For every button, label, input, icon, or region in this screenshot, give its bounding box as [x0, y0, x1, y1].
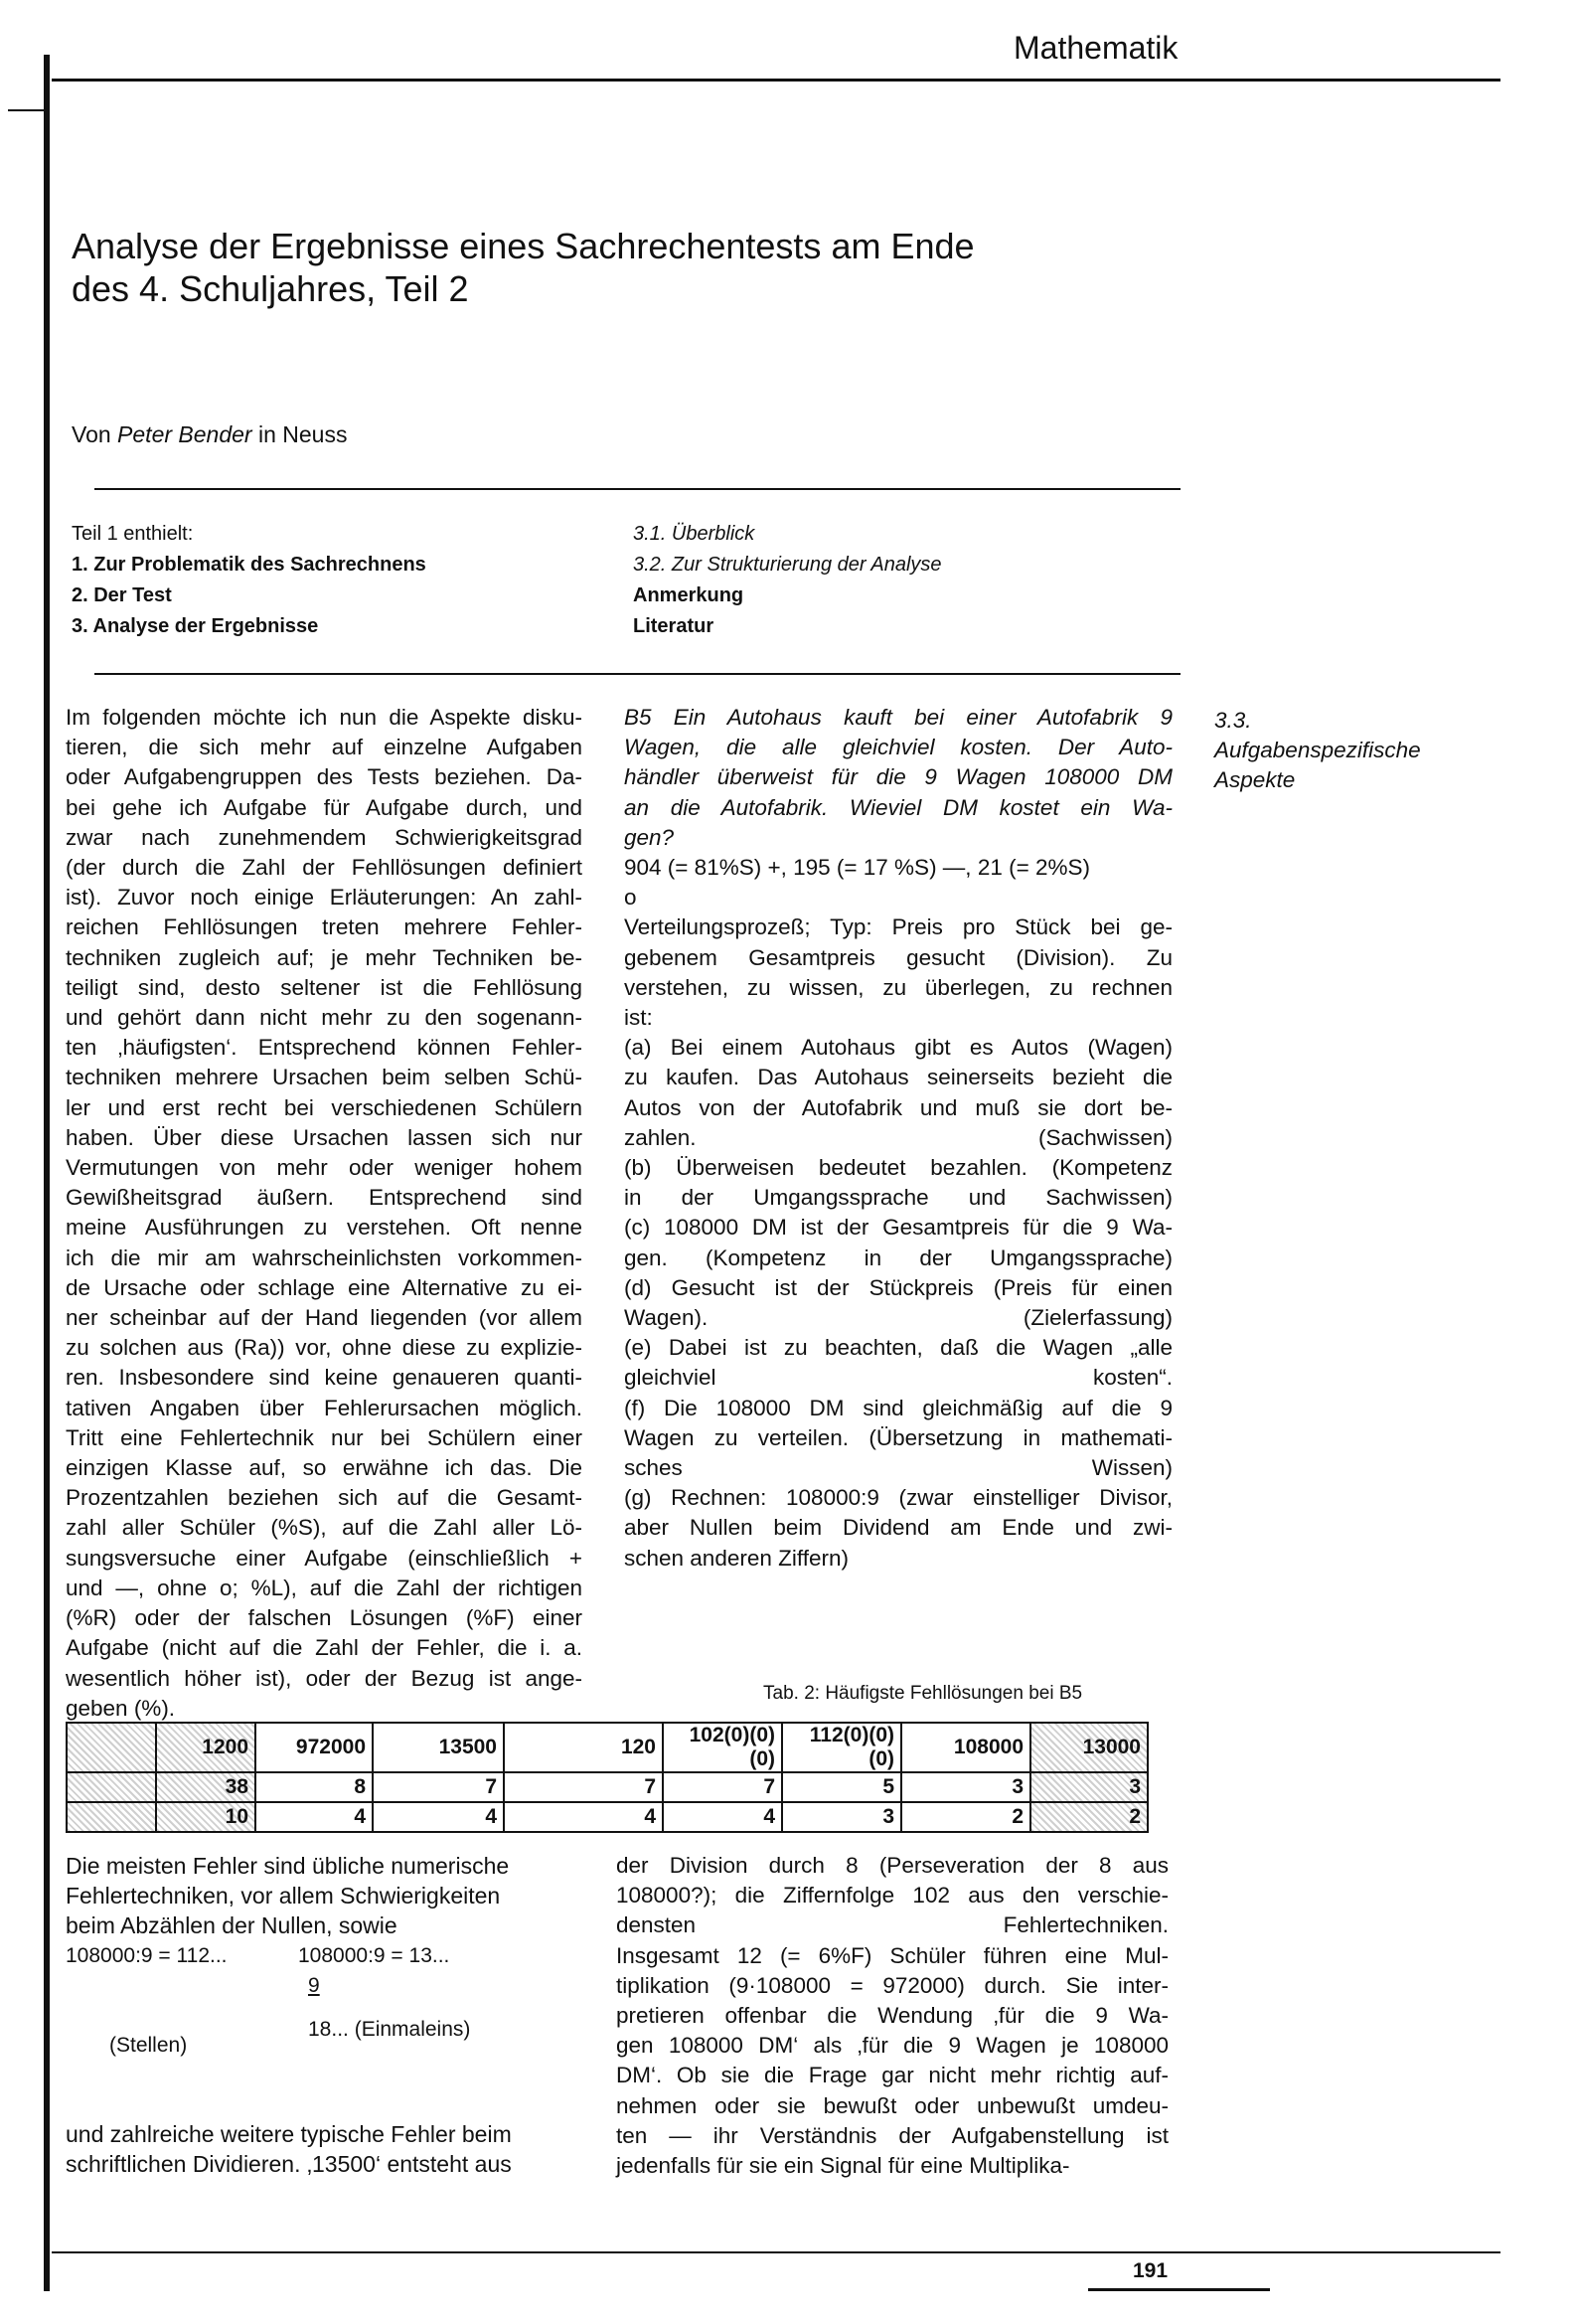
body-line: oder Aufgabengruppen des Tests beziehen. Da- [66, 764, 582, 790]
task-b5-analysis [624, 913, 1173, 1573]
task-line: gen? [624, 824, 675, 850]
calc-example-d: 18... (Einmaleins) [308, 2018, 471, 2041]
toc-right-block [633, 519, 942, 642]
body-line: de Ursache oder schlage eine Alternative zu ei- [66, 1274, 582, 1300]
toc-left-item: 1. Zur Problematik des Sachrechnens [72, 554, 426, 576]
body-line: Prozentzahlen beziehen sich auf die Gesamt- [66, 1485, 582, 1511]
table-cell: 2 [1030, 1802, 1148, 1832]
body-line: (e) Dabei ist zu beachten, daß die Wagen „alle [624, 1335, 1173, 1361]
body-line: (b) Überweisen bedeutet bezahlen. (Kompetenz [624, 1155, 1173, 1181]
body-line: und gehört dann nicht mehr zu den sogenann- [66, 1005, 582, 1031]
bottom-left-para2-wrapper [66, 2119, 582, 2179]
body-line: Wagen zu verteilen. (Übersetzung in mathemati- [624, 1424, 1173, 1450]
body-line: techniken mehrere Ursachen beim selben Schü- [66, 1065, 582, 1090]
table-cell: 1200 [156, 1723, 255, 1772]
fehler-table [66, 1722, 1149, 1833]
bottom-right-block [616, 1851, 1169, 2181]
task-b5-stats-o: o [624, 885, 637, 911]
table-cell: 112(0)(0)(0) [782, 1723, 901, 1772]
table-caption: Tab. 2: Häufigste Fehllösungen bei B5 [763, 1683, 1083, 1704]
body-line: jedenfalls für sie ein Signal für eine Multiplika- [616, 2153, 1070, 2179]
body-line: zahl aller Schüler (%S), auf die Zahl aller Lö- [66, 1515, 582, 1541]
body-line: zu solchen aus (Ra)) vor, ohne diese zu explizie- [66, 1335, 582, 1361]
body-line: aber Nullen beim Dividend am Ende und zwi- [624, 1515, 1173, 1541]
body-line: schriftlichen Dividieren. ‚13500‘ entsteht aus [66, 2151, 512, 2177]
table-cell: 13500 [373, 1723, 504, 1772]
body-line: (der durch die Zahl der Fehllösungen definiert [66, 855, 582, 881]
body-line: 108000?); die Ziffernfolge 102 aus den verschie- [616, 1883, 1169, 1909]
table-cell: 7 [373, 1772, 504, 1802]
column-1-body [66, 703, 582, 1724]
table-cell: 8 [255, 1772, 373, 1802]
body-line: ler und erst recht bei verschiedenen Schülern [66, 1094, 582, 1120]
body-line: teiligt sind, desto seltener ist die Fehllösung [66, 974, 582, 1000]
table-cell: 4 [663, 1802, 782, 1832]
body-line: gleichviel kosten“. [624, 1365, 1173, 1391]
table-cell: 102(0)(0)(0) [663, 1723, 782, 1772]
task-line: an die Autofabrik. Wieviel DM kostet ein Wa- [624, 794, 1173, 820]
body-line: Wagen). (Zielerfassung) [624, 1305, 1173, 1331]
calc-example-e: (Stellen) [109, 2034, 188, 2057]
body-line: beim Abzählen der Nullen, sowie [66, 1912, 397, 1938]
body-line: zahlen. (Sachwissen) [624, 1124, 1173, 1150]
body-line: gen 108000 DM‘ als ‚für die 9 Wagen je 108000 [616, 2033, 1169, 2059]
body-line: der Division durch 8 (Perseveration der 8 aus [616, 1853, 1169, 1878]
table-cell: 4 [373, 1802, 504, 1832]
table-cell: 4 [255, 1802, 373, 1832]
body-line: (%R) oder der falschen Lösungen (%F) einer [66, 1605, 582, 1631]
body-line: einzigen Klasse auf, so erwähne ich das. Die [66, 1455, 582, 1481]
body-line: tieren, die sich mehr auf einzelne Aufgaben [66, 735, 582, 760]
body-line: (c) 108000 DM ist der Gesamtpreis für die 9 Wa- [624, 1215, 1173, 1241]
body-line: Insgesamt 12 (= 6%F) Schüler führen eine Mul- [616, 1942, 1169, 1968]
table-cell: 4 [504, 1802, 663, 1832]
toc-right-item: 3.2. Zur Strukturierung der Analyse [633, 554, 942, 576]
table-row [67, 1723, 1148, 1772]
body-line: Aufgabe (nicht auf die Zahl der Fehler, die i. a. [66, 1635, 582, 1661]
body-line: ich die mir am wahrscheinlichsten vorkommen- [66, 1245, 582, 1270]
table-cell: 7 [663, 1772, 782, 1802]
toc-left-block [72, 519, 426, 642]
toc-top-rule [94, 488, 1181, 490]
table-cell: 972000 [255, 1723, 373, 1772]
fehler-table-wrapper [66, 1722, 1149, 1833]
body-line: densten Fehlertechniken. [616, 1912, 1169, 1938]
article-title-line1: Analyse der Ergebnisse eines Sachrechentests am Ende [72, 226, 975, 266]
table-cell: 7 [504, 1772, 663, 1802]
calc-example-a: 108000:9 = 112... [66, 1944, 228, 1967]
column-2-body [624, 703, 1173, 1574]
table-cell: 108000 [901, 1723, 1030, 1772]
body-line: ist). Zuvor noch einige Erläuterungen: An zahl- [66, 885, 582, 911]
body-line: in der Umgangssprache und Sachwissen) [624, 1185, 1173, 1211]
table-cell: 3 [901, 1772, 1030, 1802]
toc-heading: Teil 1 enthielt: [72, 523, 194, 545]
calc-example-b: 108000:9 = 13... [298, 1944, 450, 1967]
table-row-header-cell [67, 1772, 156, 1802]
body-line: techniken zugleich auf; je mehr Techniken be- [66, 944, 582, 970]
table-cell: 2 [901, 1802, 1030, 1832]
body-line: geben (%). [66, 1695, 176, 1721]
sidenote-title: Aufgabenspezifische [1214, 738, 1421, 763]
header-rule [52, 79, 1500, 82]
table-cell: 13000 [1030, 1723, 1148, 1772]
body-line: Im folgenden möchte ich nun die Aspekte disku- [66, 705, 582, 730]
table-cell: 10 [156, 1802, 255, 1832]
body-line: Die meisten Fehler sind übliche numerische [66, 1853, 510, 1879]
calc-example-c: 9 [308, 1974, 320, 1997]
table-row-header-cell [67, 1723, 156, 1772]
section-header: Mathematik [1014, 30, 1179, 66]
page-number-rule [1088, 2288, 1270, 2291]
task-b5-text [624, 703, 1173, 853]
page-number: 191 [1133, 2259, 1169, 2282]
body-line: sungsversuche einer Aufgabe (einschließlich + [66, 1545, 582, 1571]
body-line: und zahlreiche weitere typische Fehler beim [66, 2121, 512, 2147]
task-line: B5 Ein Autohaus kauft bei einer Autofabrik 9 [624, 705, 1173, 730]
body-line: (g) Rechnen: 108000:9 (zwar einstelliger Divisor, [624, 1485, 1173, 1511]
body-line: (f) Die 108000 DM sind gleichmäßig auf die 9 [624, 1395, 1173, 1420]
body-line: ist: [624, 1005, 653, 1031]
body-line: Fehlertechniken, vor allem Schwierigkeiten [66, 1883, 501, 1909]
body-line: sches Wissen) [624, 1455, 1173, 1481]
table-row-header-cell [67, 1802, 156, 1832]
toc-bottom-rule [94, 673, 1181, 675]
table-cell: 5 [782, 1772, 901, 1802]
body-line: nehmen oder sie bewußt oder unbewußt umdeu- [616, 2092, 1169, 2118]
section-sidenote [1214, 706, 1421, 796]
byline [72, 421, 347, 448]
body-line: zwar nach zunehmendem Schwierigkeitsgrad [66, 824, 582, 850]
task-b5-stats: 904 (= 81%S) +, 195 (= 17 %S) —, 21 (= 2%S) [624, 855, 1090, 881]
sidenote-title: Aspekte [1214, 767, 1296, 793]
article-title-line2: des 4. Schuljahres, Teil 2 [72, 268, 469, 309]
sidenote-number: 3.3. [1214, 708, 1252, 733]
table-row [67, 1802, 1148, 1832]
body-line: ten ‚häufigsten‘. Entsprechend können Fehler- [66, 1035, 582, 1061]
body-line: wesentlich höher ist), oder der Bezug ist ange- [66, 1665, 582, 1691]
body-line: schen anderen Ziffern) [624, 1545, 849, 1571]
scan-binding-edge [44, 55, 50, 2291]
body-line: tativen Angaben über Fehlerursachen möglich. [66, 1395, 582, 1420]
bottom-left-block [66, 1851, 582, 1940]
body-line: reichen Fehllösungen treten mehrere Fehler- [66, 914, 582, 940]
body-line: ten — ihr Verständnis der Aufgabenstellung ist [616, 2122, 1169, 2148]
body-line: ren. Insbesondere sind keine genaueren quanti- [66, 1365, 582, 1391]
body-line: und —, ohne o; %L), auf die Zahl der richtigen [66, 1575, 582, 1600]
task-line: Wagen, die alle gleichviel kosten. Der Auto- [624, 735, 1173, 760]
table-cell: 3 [1030, 1772, 1148, 1802]
body-line: verstehen, zu wissen, zu überlegen, zu rechnen [624, 974, 1173, 1000]
toc-left-item: 3. Analyse der Ergebnisse [72, 615, 319, 637]
body-line: DM‘. Ob sie die Frage gar nicht mehr richtig auf- [616, 2063, 1169, 2088]
body-line: haben. Über diese Ursachen lassen sich nur [66, 1124, 582, 1150]
table-cell: 3 [782, 1802, 901, 1832]
toc-right-item: Anmerkung [633, 584, 744, 606]
body-line: (a) Bei einem Autohaus gibt es Autos (Wagen) [624, 1035, 1173, 1061]
table-row [67, 1772, 1148, 1802]
byline-suffix: in Neuss [251, 421, 348, 447]
toc-right-item: 3.1. Überblick [633, 523, 755, 545]
bottom-left-para1 [66, 1851, 582, 1940]
body-line: tiplikation (9·108000 = 972000) durch. Sie inter- [616, 1972, 1169, 1998]
toc-right-item: Literatur [633, 615, 714, 637]
body-line: zu kaufen. Das Autohaus seinerseits bezieht die [624, 1065, 1173, 1090]
body-line: gen. (Kompetenz in der Umgangssprache) [624, 1245, 1173, 1270]
body-line: Tritt eine Fehlertechnik nur bei Schülern einer [66, 1424, 582, 1450]
task-line: händler überweist für die 9 Wagen 108000 DM [624, 764, 1173, 790]
byline-prefix: Von [72, 421, 118, 447]
toc-left-item: 2. Der Test [72, 584, 172, 606]
body-line: bei gehe ich Aufgabe für Aufgabe durch, und [66, 794, 582, 820]
scan-binding-tick [8, 109, 44, 111]
body-line: (d) Gesucht ist der Stückpreis (Preis für einen [624, 1274, 1173, 1300]
bottom-left-para2 [66, 2119, 582, 2179]
body-line: ner scheinbar auf der Hand liegenden (vor allem [66, 1305, 582, 1331]
body-line: pretieren offenbar die Wendung ‚für die 9 Wa- [616, 2003, 1169, 2029]
body-line: meine Ausführungen zu verstehen. Oft nenne [66, 1215, 582, 1241]
table-cell: 120 [504, 1723, 663, 1772]
body-line: Vermutungen von mehr oder weniger hohem [66, 1155, 582, 1181]
body-line: gebenem Gesamtpreis gesucht (Division). Zu [624, 944, 1173, 970]
byline-author: Peter Bender [117, 421, 252, 447]
footer-rule [52, 2251, 1500, 2253]
table-cell: 38 [156, 1772, 255, 1802]
body-line: Verteilungsprozeß; Typ: Preis pro Stück bei ge- [624, 914, 1173, 940]
body-line: Gewißheitsgrad äußern. Entsprechend sind [66, 1185, 582, 1211]
body-line: Autos von der Autofabrik und muß sie dort be- [624, 1094, 1173, 1120]
